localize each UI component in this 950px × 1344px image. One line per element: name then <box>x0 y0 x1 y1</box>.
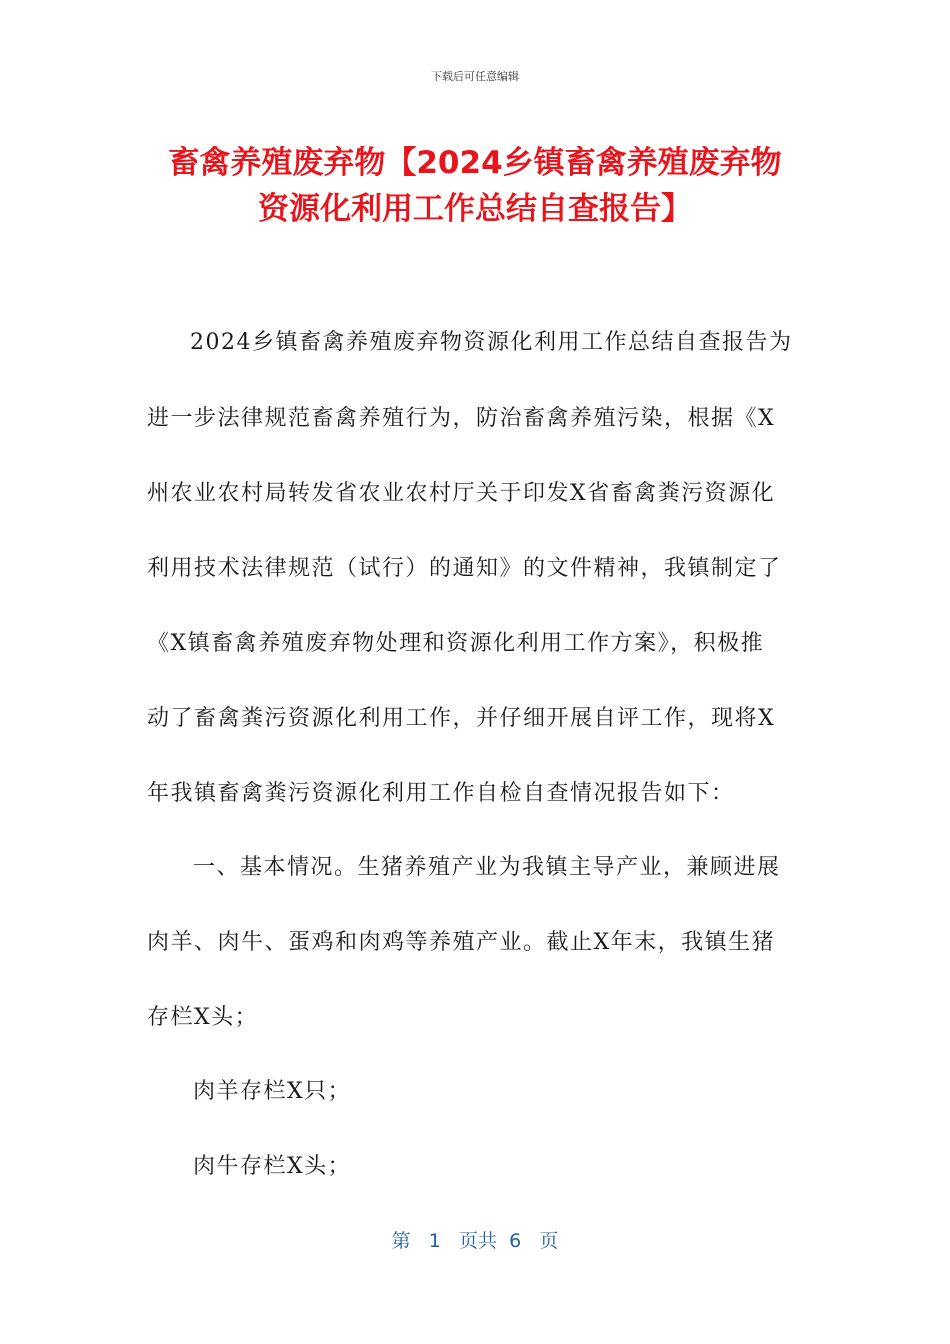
body-line: 州农业农村局转发省农业农村厅关于印发X省畜禽粪污资源化 <box>147 481 776 506</box>
body-line: 进一步法律规范畜禽养殖行为，防治畜禽养殖污染，根据《X <box>147 406 776 431</box>
body-line: 肉羊存栏X只； <box>193 1079 352 1104</box>
footer-label-page: 第 <box>391 1230 411 1252</box>
title-line-2: 资源化利用工作总结自查报告】 <box>258 191 692 227</box>
body-line: 存栏X头； <box>147 1005 259 1030</box>
document-title <box>110 140 840 232</box>
footer-label-total: 页共 <box>459 1230 498 1252</box>
page-footer <box>0 1226 950 1253</box>
footer-current-page: 1 <box>428 1230 441 1252</box>
body-line: 肉牛存栏X头； <box>193 1154 352 1179</box>
body-line: 肉羊、肉牛、蛋鸡和肉鸡等养殖产业。截止X年末，我镇生猪 <box>147 930 776 955</box>
body-line: 动了畜禽粪污资源化利用工作，并仔细开展自评工作，现将X <box>147 706 776 731</box>
body-line: 年我镇畜禽粪污资源化利用工作自检自查情况报告如下： <box>147 781 735 806</box>
footer-total-pages: 6 <box>509 1230 522 1252</box>
body-line: 一、基本情况。生猪养殖产业为我镇主导产业，兼顾进展 <box>193 855 781 880</box>
body-line: 利用技术法律规范（试行）的通知》的文件精神，我镇制定了 <box>147 556 782 581</box>
footer-label-end: 页 <box>539 1230 559 1252</box>
body-line: 《X镇畜禽养殖废弃物处理和资源化利用工作方案》，积极推 <box>147 631 765 656</box>
body-line: 2024乡镇畜禽养殖废弃物资源化利用工作总结自查报告为 <box>190 330 793 355</box>
header-note: 下载后可任意编辑 <box>431 70 519 83</box>
title-line-1: 畜禽养殖废弃物【2024乡镇畜禽养殖废弃物 <box>168 145 782 181</box>
